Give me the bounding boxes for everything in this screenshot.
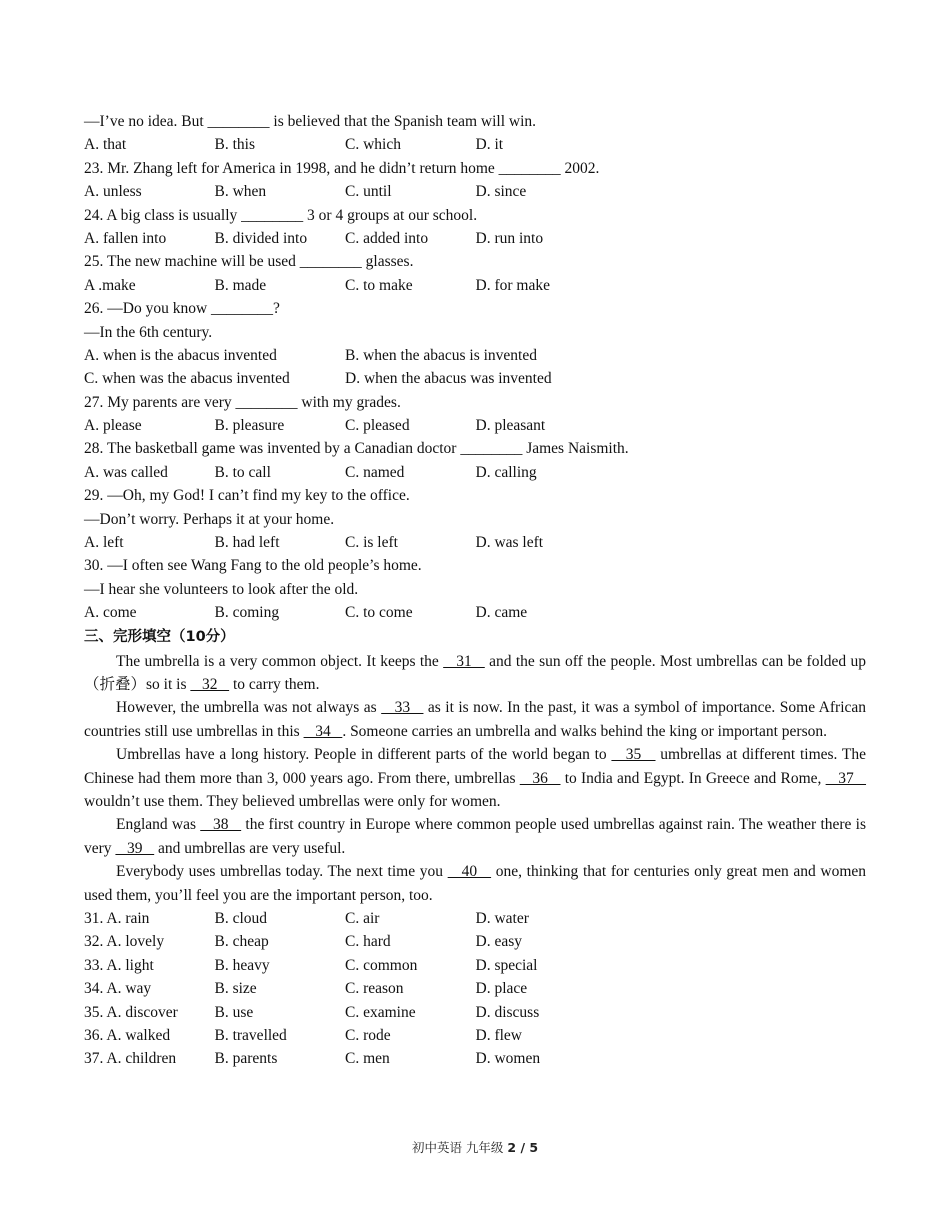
- option-c: C. men: [345, 1050, 390, 1068]
- option-d: D. special: [475, 956, 538, 974]
- option-c: C. common: [345, 956, 418, 974]
- passage-text: England was: [116, 816, 201, 834]
- option-b: B. cheap: [214, 933, 269, 951]
- option-d: D. for make: [475, 276, 550, 294]
- cloze-options-row: [84, 1001, 866, 1024]
- option-c: C. when was the abacus invented: [84, 370, 290, 388]
- passage-paragraph: [84, 743, 866, 813]
- option-c: C. until: [345, 183, 392, 201]
- option-d: D. discuss: [475, 1003, 540, 1021]
- passage-text: However, the umbrella was not always as: [116, 699, 382, 717]
- question-stem: 24. A big class is usually ________ 3 or 4 groups at our school.: [84, 206, 478, 224]
- page-number: 2 / 5: [507, 1140, 539, 1155]
- passage-paragraph: [84, 696, 866, 743]
- question-stem: 23. Mr. Zhang left for America in 1998, and he didn’t return home ________ 2002.: [84, 159, 600, 177]
- option-a: 32. A. lovely: [84, 933, 165, 951]
- question-stem: —I’ve no idea. But ________ is believed that the Spanish team will win.: [84, 113, 537, 130]
- option-a: A. when is the abacus invented: [84, 346, 277, 364]
- passage-paragraph: [84, 650, 866, 697]
- passage-text: to carry them.: [229, 676, 320, 693]
- option-c: C. hard: [345, 933, 391, 951]
- cloze-blank: 38: [200, 816, 242, 834]
- option-a: A. unless: [84, 183, 142, 201]
- option-a: A .make: [84, 276, 136, 294]
- passage-text: . Someone carries an umbrella and walks behind the king or important person.: [342, 722, 827, 740]
- option-d: D. women: [475, 1050, 541, 1068]
- question-stem: 25. The new machine will be used ________ glasses.: [84, 253, 414, 271]
- option-c: C. which: [345, 136, 401, 154]
- cloze-blank: 33: [381, 699, 424, 717]
- passage-paragraph: [84, 813, 866, 860]
- cloze-blank: 40: [447, 863, 492, 881]
- option-d: D. when the abacus was invented: [345, 370, 552, 388]
- option-c: C. added into: [345, 229, 429, 247]
- option-d: D. place: [475, 980, 528, 998]
- passage-text: and the sun off the people. Most umbrellas can be folded up（折叠）so it is: [84, 652, 867, 693]
- option-b: B. use: [214, 1003, 254, 1021]
- option-b: B. travelled: [214, 1027, 287, 1045]
- question-stem: 26. —Do you know ________?: [84, 300, 280, 318]
- option-a: 31. A. rain: [84, 910, 150, 928]
- cloze-blank: 36: [519, 769, 561, 787]
- answer-options: [84, 414, 866, 437]
- passage-text: umbrellas at different times. The Chinese had them more than 3, 000 years ago. From there, umbrellas: [84, 746, 866, 787]
- answer-options: [84, 601, 866, 624]
- answer-options: [84, 461, 866, 484]
- option-c: C. to come: [345, 604, 413, 622]
- answer-options: [84, 133, 866, 156]
- option-b: B. when: [214, 183, 267, 201]
- cloze-blank: 37: [825, 769, 867, 787]
- option-a: 37. A. children: [84, 1050, 177, 1068]
- option-b: B. size: [214, 980, 257, 998]
- option-c: C. pleased: [345, 417, 410, 435]
- option-c: C. named: [345, 463, 405, 481]
- option-a: A. please: [84, 417, 142, 435]
- option-d: D. came: [475, 604, 528, 622]
- option-c: C. rode: [345, 1027, 391, 1045]
- option-d: D. run into: [475, 229, 544, 247]
- exam-page: [84, 110, 866, 1071]
- option-a: A. fallen into: [84, 229, 167, 247]
- passage-text: the first country in Europe where common people used umbrellas against rain. The weather there is very: [84, 816, 867, 857]
- cloze-blank: 32: [190, 676, 230, 693]
- answer-options: [84, 227, 866, 250]
- answer-options: [84, 180, 866, 203]
- passage-text: as it is now. In the past, it was a symbol of importance. Some African countries still use umbrellas in this: [84, 699, 867, 740]
- cloze-options-row: [84, 930, 866, 953]
- option-b: B. heavy: [214, 956, 270, 974]
- option-b: B. divided into: [214, 229, 308, 247]
- footer-text: 初中英语 九年级: [411, 1140, 508, 1155]
- question-stem: 29. —Oh, my God! I can’t find my key to the office.: [84, 487, 410, 505]
- cloze-blank: 34: [303, 722, 343, 740]
- option-d: D. easy: [475, 933, 522, 951]
- passage-text: Umbrellas have a long history. People in different parts of the world began to: [116, 746, 612, 764]
- cloze-options-row: [84, 954, 866, 977]
- option-b: B. when the abacus is invented: [345, 346, 537, 364]
- passage-text: one, thinking that for centuries only great men and women used them, you’ll feel you are the important person, too.: [84, 863, 867, 904]
- option-d: D. it: [475, 136, 504, 154]
- passage-text: and umbrellas are very useful.: [154, 839, 346, 857]
- option-c: C. reason: [345, 980, 404, 998]
- page-footer: [0, 1138, 950, 1156]
- answer-options: [84, 367, 866, 390]
- question-dialogue: —Don’t worry. Perhaps it at your home.: [84, 510, 335, 528]
- passage-text: Everybody uses umbrellas today. The next time you: [116, 863, 448, 881]
- cloze-blank: 39: [115, 839, 155, 857]
- answer-options: [84, 344, 866, 367]
- option-c: C. examine: [345, 1003, 416, 1021]
- option-a: 34. A. way: [84, 980, 152, 998]
- option-a: A. come: [84, 604, 137, 622]
- option-a: A. left: [84, 534, 124, 552]
- cloze-options-row: [84, 977, 866, 1000]
- option-c: C. is left: [345, 534, 398, 552]
- option-a: 36. A. walked: [84, 1027, 171, 1045]
- option-b: B. parents: [214, 1050, 278, 1068]
- question-stem: 28. The basketball game was invented by a Canadian doctor ________ James Naismith.: [84, 440, 629, 458]
- option-a: A. that: [84, 136, 127, 154]
- question-stem: 30. —I often see Wang Fang to the old people’s home.: [84, 557, 422, 575]
- cloze-options-row: [84, 1047, 866, 1070]
- option-a: A. was called: [84, 463, 168, 481]
- cloze-blank: 31: [443, 652, 485, 670]
- option-d: D. since: [475, 183, 527, 201]
- section-heading: 三、完形填空（10分）: [84, 628, 235, 645]
- passage-text: wouldn’t use them. They believed umbrellas were only for women.: [84, 793, 501, 811]
- cloze-options-row: [84, 907, 866, 930]
- question-stem: 27. My parents are very ________ with my grades.: [84, 393, 401, 411]
- passage-text: to India and Egypt. In Greece and Rome,: [560, 769, 826, 787]
- option-b: B. this: [214, 136, 255, 154]
- option-b: B. coming: [214, 604, 280, 622]
- option-d: D. water: [475, 910, 529, 928]
- option-b: B. to call: [214, 463, 271, 481]
- question-dialogue: —I hear she volunteers to look after the old.: [84, 580, 359, 598]
- answer-options: [84, 274, 866, 297]
- option-d: D. flew: [475, 1027, 522, 1045]
- passage-paragraph: [84, 860, 866, 907]
- option-c: C. air: [345, 910, 380, 928]
- option-d: D. calling: [475, 463, 537, 481]
- option-a: 33. A. light: [84, 956, 154, 974]
- cloze-options-row: [84, 1024, 866, 1047]
- option-b: B. cloud: [214, 910, 268, 928]
- option-d: D. pleasant: [475, 417, 546, 435]
- passage-text: The umbrella is a very common object. It keeps the: [116, 652, 444, 670]
- question-dialogue: —In the 6th century.: [84, 323, 213, 341]
- option-c: C. to make: [345, 276, 413, 294]
- option-b: B. had left: [214, 534, 280, 552]
- answer-options: [84, 531, 866, 554]
- option-a: 35. A. discover: [84, 1003, 178, 1021]
- cloze-blank: 35: [611, 746, 656, 764]
- option-b: B. pleasure: [214, 417, 285, 435]
- option-d: D. was left: [475, 534, 544, 552]
- option-b: B. made: [214, 276, 267, 294]
